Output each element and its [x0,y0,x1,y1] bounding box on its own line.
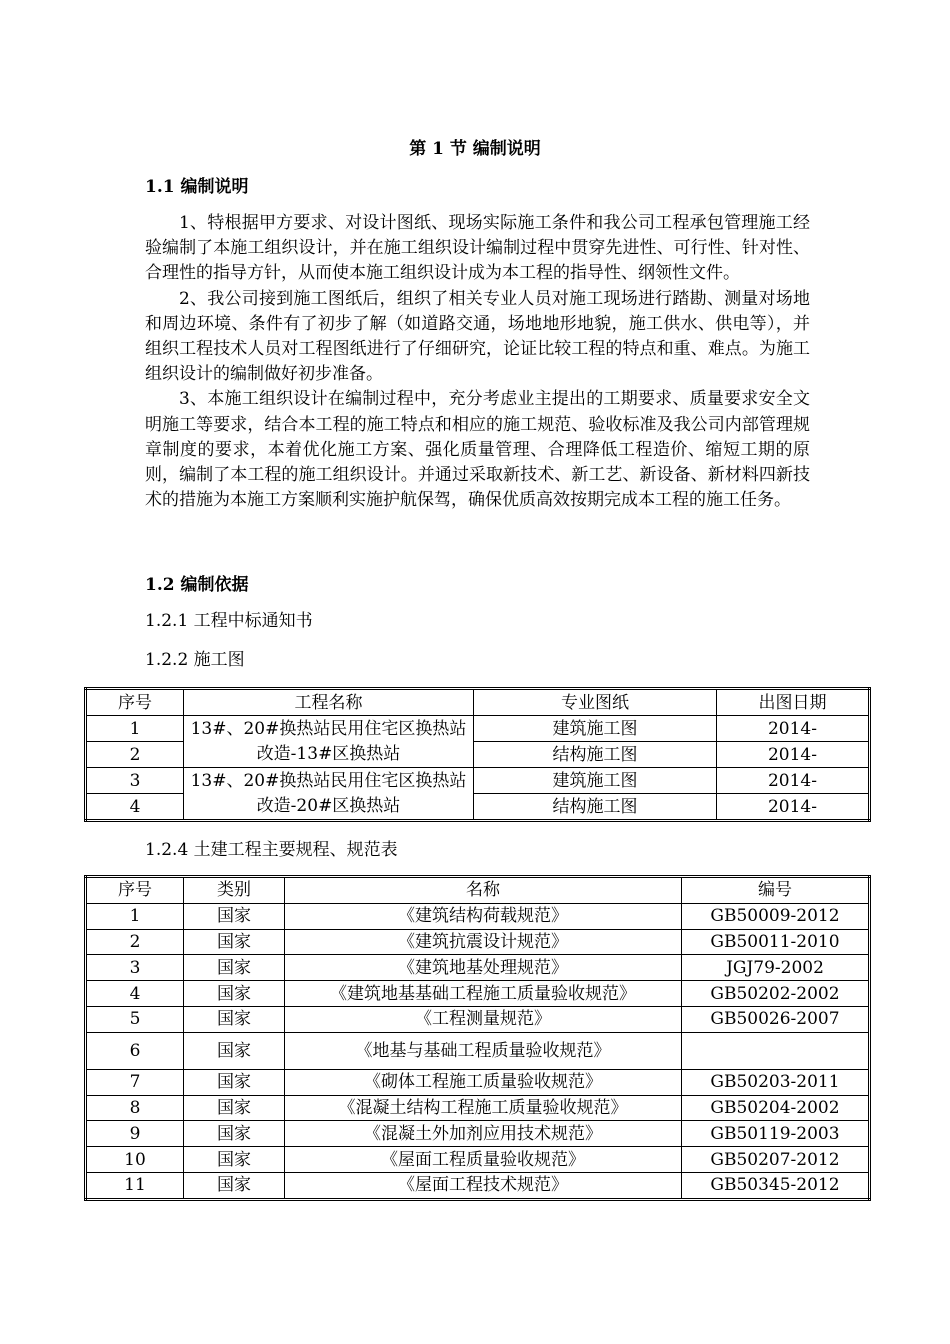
table-row [86,1069,870,1095]
standard-name-cell: 《建筑抗震设计规范》 [285,929,682,955]
table-row [86,1095,870,1121]
header-cell: 名称 [285,877,682,904]
date-cell: 2014- [717,794,870,821]
standard-name-cell: 《地基与基础工程质量验收规范》 [285,1032,682,1069]
standard-name-cell: 《屋面工程技术规范》 [285,1172,682,1199]
standard-name-cell: 《屋面工程质量验收规范》 [285,1147,682,1173]
table-row [86,955,870,981]
row-number: 1 [86,716,184,742]
standard-code-cell: GB50345-2012 [682,1172,870,1199]
row-number: 10 [86,1147,184,1173]
date-cell: 2014- [717,742,870,768]
standard-name-cell: 《混凝土外加剂应用技术规范》 [285,1121,682,1147]
standard-name-cell: 《建筑地基基础工程施工质量验收规范》 [285,981,682,1007]
row-number: 11 [86,1172,184,1199]
standard-name-cell: 《混凝土结构工程施工质量验收规范》 [285,1095,682,1121]
standard-code-cell: GB50207-2012 [682,1147,870,1173]
paragraph-2: 2、我公司接到施工图纸后，组织了相关专业人员对施工现场进行踏勘、测量对场地和周边环境、条件有了初步了解（如道路交通，场地地形地貌，施工供水、供电等），并组织工程技术人员对工程图纸进行了仔细研究，论证比较工程的特点和重、难点。为施工组织设计的编制做好初步准备。 [145,288,810,385]
drawing-type-cell: 建筑施工图 [474,716,717,742]
category-cell: 国家 [184,929,285,955]
row-number: 9 [86,1121,184,1147]
row-number: 6 [86,1032,184,1069]
standard-code-cell: GB50011-2010 [682,929,870,955]
body-text [145,211,810,513]
category-cell: 国家 [184,1069,285,1095]
category-cell: 国家 [184,1032,285,1069]
header-cell: 工程名称 [184,689,474,716]
standard-code-cell: JGJ79-2002 [682,955,870,981]
standards-table [84,875,871,1201]
standard-name-cell: 《砌体工程施工质量验收规范》 [285,1069,682,1095]
standard-code-cell: GB50026-2007 [682,1006,870,1032]
header-cell: 专业图纸 [474,689,717,716]
header-cell: 编号 [682,877,870,904]
category-cell: 国家 [184,955,285,981]
table-row [86,1032,870,1069]
drawing-type-cell: 结构施工图 [474,794,717,821]
header-cell: 序号 [86,689,184,716]
project-name-cell: 13#、20#换热站民用住宅区换热站改造-13#区换热站 [184,716,474,768]
table-row [86,903,870,929]
row-number: 2 [86,742,184,768]
table-row [86,929,870,955]
paragraph-3: 3、本施工组织设计在编制过程中，充分考虑业主提出的工期要求、质量要求安全文明施工等要求，结合本工程的施工特点和相应的施工规范、验收标准及我公司内部管理规章制度的要求，本着优化施工方案、强化质量管理、合理降低工程造价、缩短工期的原则，编制了本工程的施工组织设计。并通过采取新技术、新工艺、新设备、新材料四新技术的措施为本施工方案顺利实施护航保驾，确保优质高效按期完成本工程的施工任务。 [145,389,810,511]
header-cell: 出图日期 [717,689,870,716]
row-number: 2 [86,929,184,955]
drawing-type-cell: 建筑施工图 [474,768,717,794]
category-cell: 国家 [184,1095,285,1121]
standard-code-cell: GB50119-2003 [682,1121,870,1147]
row-number: 8 [86,1095,184,1121]
item-1-2-1: 1.2.1 工程中标通知书 [145,611,313,631]
category-cell: 国家 [184,1172,285,1199]
table-row [86,1147,870,1173]
header-cell: 序号 [86,877,184,904]
drawings-table [84,687,871,822]
header-cell: 类别 [184,877,285,904]
standard-code-cell: GB50009-2012 [682,903,870,929]
standard-code-cell: GB50204-2002 [682,1095,870,1121]
heading-1-1: 1.1 编制说明 [145,177,249,197]
date-cell: 2014- [717,716,870,742]
category-cell: 国家 [184,981,285,1007]
table-row [86,1006,870,1032]
row-number: 1 [86,903,184,929]
table-row [86,1121,870,1147]
item-1-2-4: 1.2.4 土建工程主要规程、规范表 [145,840,398,860]
standard-name-cell: 《建筑结构荷载规范》 [285,903,682,929]
section-title: 第 1 节 编制说明 [409,139,541,159]
standard-code-cell [682,1032,870,1069]
category-cell: 国家 [184,1006,285,1032]
date-cell: 2014- [717,768,870,794]
standard-code-cell: GB50202-2002 [682,981,870,1007]
category-cell: 国家 [184,1147,285,1173]
row-number: 4 [86,981,184,1007]
row-number: 3 [86,955,184,981]
standard-name-cell: 《工程测量规范》 [285,1006,682,1032]
drawing-type-cell: 结构施工图 [474,742,717,768]
heading-1-2: 1.2 编制依据 [145,575,249,595]
category-cell: 国家 [184,1121,285,1147]
paragraph-1: 1、特根据甲方要求、对设计图纸、现场实际施工条件和我公司工程承包管理施工经验编制了本施工组织设计，并在施工组织设计编制过程中贯穿先进性、可行性、针对性、合理性的指导方针，从而使本施工组织设计成为本工程的指导性、纲领性文件。 [145,213,810,284]
category-cell: 国家 [184,903,285,929]
table-row [86,1172,870,1199]
table-row [86,981,870,1007]
row-number: 7 [86,1069,184,1095]
table-row [86,768,870,794]
table-row [86,716,870,742]
table-header-row [86,689,870,716]
table-header-row [86,877,870,904]
project-name-cell: 13#、20#换热站民用住宅区换热站改造-20#区换热站 [184,768,474,821]
standard-name-cell: 《建筑地基处理规范》 [285,955,682,981]
row-number: 5 [86,1006,184,1032]
row-number: 4 [86,794,184,821]
row-number: 3 [86,768,184,794]
item-1-2-2: 1.2.2 施工图 [145,650,245,670]
standard-code-cell: GB50203-2011 [682,1069,870,1095]
